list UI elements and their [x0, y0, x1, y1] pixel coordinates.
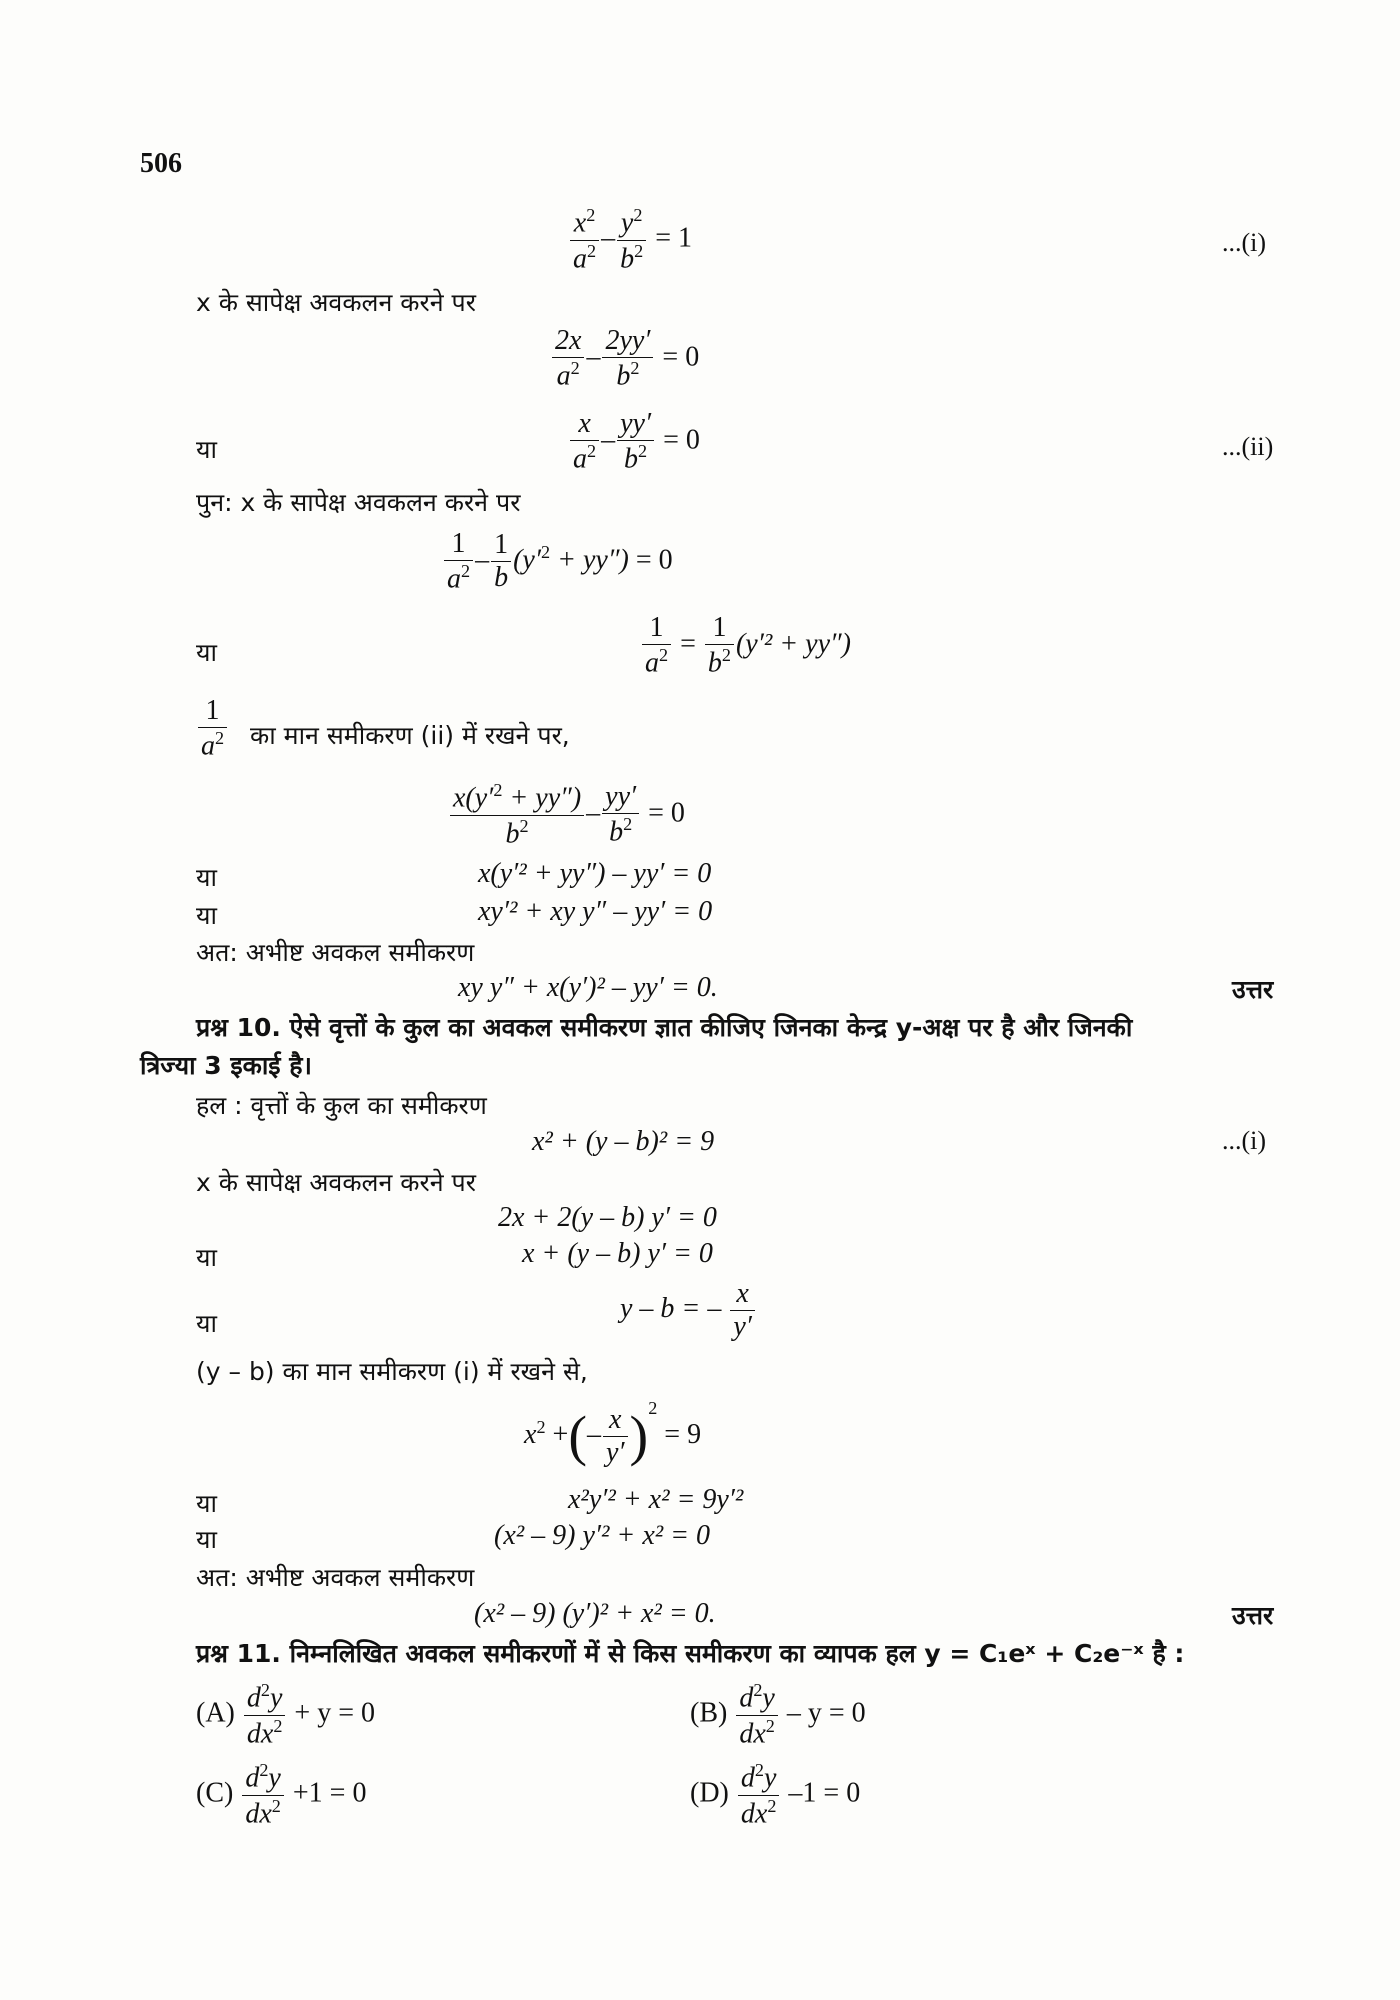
equation: (x² – 9) y′² + x² = 0 [494, 1520, 711, 1551]
equation-ref: ...(ii) [1222, 432, 1274, 461]
text-ya: या [196, 435, 217, 464]
option-d: (D) $\frac{d^2y}{dx^2}$ –1 = 0 [690, 1760, 861, 1829]
question-11: प्रश्न 11. निम्नलिखित अवकल समीकरणों में से किस समीकरण का व्यापक हल y = C₁eˣ + C₂e⁻ˣ है : [196, 1639, 1185, 1668]
equation: $x^2$ +(– $\frac{x}{y'}$ )$^2$ = 9 [524, 1398, 702, 1469]
equation-ref: ...(i) [1222, 1126, 1267, 1155]
text-line: अत: अभीष्ट अवकल समीकरण [196, 1563, 475, 1592]
equation: $\frac{1}{a^2}$ = $\frac{1}{b^2}$ (y′² + yy″) [640, 612, 851, 680]
page-number: 506 [140, 148, 182, 179]
question-10-cont: त्रिज्या 3 इकाई है। [140, 1051, 313, 1080]
text-ya: या [196, 1525, 217, 1554]
final-equation: (x² – 9) (y′)² + x² = 0. [474, 1598, 716, 1629]
equation-hyperbola: $\frac{x^2}{a^2}$ – $\frac{y^2}{b^2}$ = 1 [568, 205, 692, 275]
text-line: (y – b) का मान समीकरण (i) में रखने से, [196, 1357, 588, 1386]
option-c: (C) $\frac{d^2y}{dx^2}$ +1 = 0 [196, 1760, 367, 1829]
equation: $\frac{x(y'^2 + yy'')}{b^2}$ – $\frac{yy'}{b^2}$ = 0 [448, 780, 685, 850]
answer-label: उत्तर [1232, 1601, 1274, 1630]
text-ya: या [196, 1243, 217, 1272]
equation: x(y′² + yy″) – yy′ = 0 [478, 858, 712, 889]
equation: $\frac{1}{a^2}$ – $\frac{1}{b}$ $(y'^2 + yy'') = 0$ [442, 528, 673, 596]
text-line: x के सापेक्ष अवकलन करने पर [196, 288, 476, 317]
text-ya: या [196, 863, 217, 892]
text-line: का मान समीकरण (ii) में रखने पर, [250, 721, 570, 750]
equation: 2x + 2(y – b) y′ = 0 [498, 1202, 717, 1233]
text-line: x के सापेक्ष अवकलन करने पर [196, 1168, 476, 1197]
text-ya: या [196, 1489, 217, 1518]
fraction-one-over-a2: $\frac{1}{a^2}$ [196, 695, 229, 763]
equation: x + (y – b) y′ = 0 [522, 1238, 713, 1269]
text-ya: या [196, 1309, 217, 1338]
equation: xy′² + xy y″ – yy′ = 0 [478, 896, 713, 927]
text-line: हल : वृत्तों के कुल का समीकरण [196, 1091, 487, 1120]
text-ya: या [196, 638, 217, 667]
final-equation: xy y″ + x(y′)² – yy′ = 0. [458, 972, 718, 1003]
option-a: (A) $\frac{d^2y}{dx^2}$ + y = 0 [196, 1680, 375, 1749]
equation-ref: ...(i) [1222, 228, 1267, 257]
question-10: प्रश्न 10. ऐसे वृत्तों के कुल का अवकल समीकरण ज्ञात कीजिए जिनका केन्द्र y-अक्ष पर है और जिनकी [196, 1013, 1133, 1042]
equation: $\frac{2x}{a^2}$ – $\frac{2yy'}{b^2}$ = 0 [550, 325, 699, 393]
text-line: पुन: x के सापेक्ष अवकलन करने पर [196, 488, 521, 517]
answer-label: उत्तर [1232, 975, 1274, 1004]
option-b: (B) $\frac{d^2y}{dx^2}$ – y = 0 [690, 1680, 866, 1749]
text-ya: या [196, 901, 217, 930]
text-line: अत: अभीष्ट अवकल समीकरण [196, 938, 475, 967]
equation: x² + (y – b)² = 9 [532, 1126, 715, 1157]
equation: x²y′² + x² = 9y′² [568, 1484, 744, 1515]
equation: y – b = – $\frac{x}{y'}$ [620, 1278, 757, 1343]
equation: $\frac{x}{a^2}$ – $\frac{yy'}{b^2}$ = 0 [568, 408, 700, 476]
